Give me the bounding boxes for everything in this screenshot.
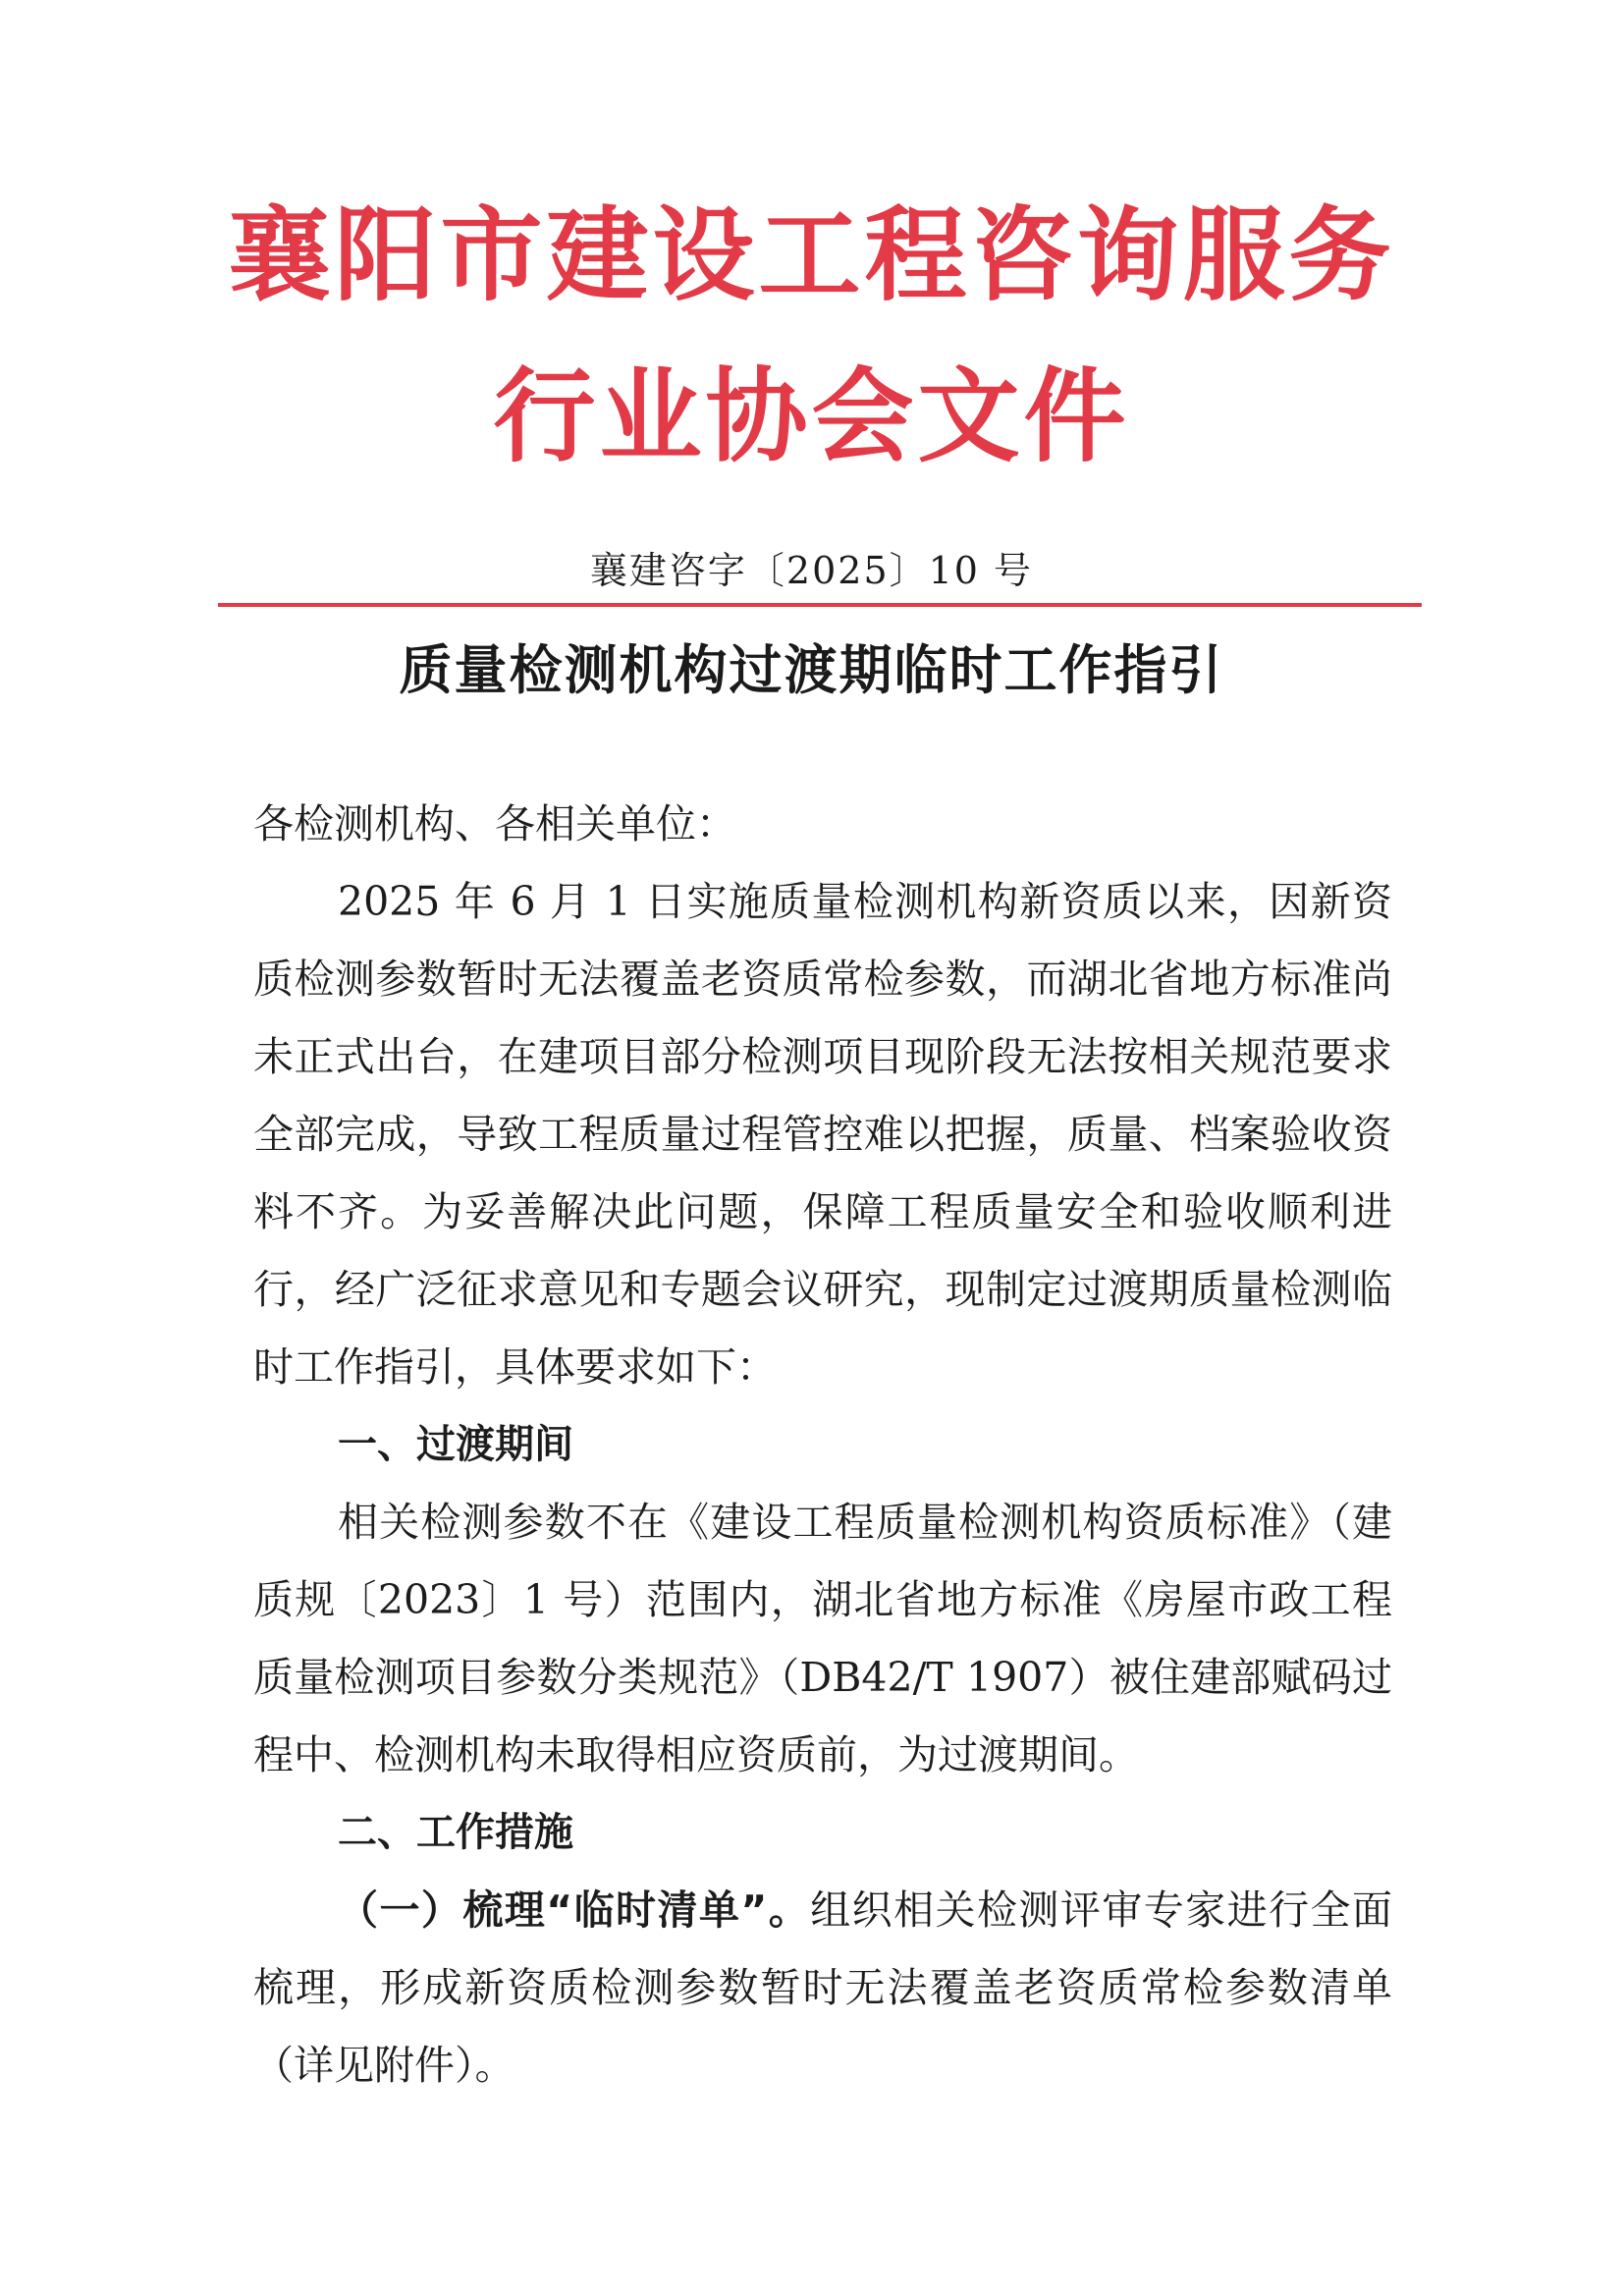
section-heading-work-measures: 二、工作措施 [338, 1810, 573, 1855]
document-number: 襄建咨字〔2025〕10 号 [589, 549, 1034, 592]
document-title: 质量检测机构过渡期临时工作指引 [399, 638, 1224, 701]
issuing-org-line-2: 行业协会文件 [493, 355, 1130, 476]
salutation: 各检测机构、各相关单位： [253, 800, 736, 847]
issuing-org-line-1: 襄阳市建设工程咨询服务 [228, 194, 1395, 315]
section-transition-period-text: 相关检测参数不在《建设工程质量检测机构资质标准》（建质规〔2023〕1 号）范围内，湖北省地方标准《房屋市政工程质量检测项目参数分类规范》（DB42/T 1907）被住建部赋码过程中、检测机构未取得相应资质前，为过渡期间。 [253, 1499, 1392, 1778]
section-heading-transition-period: 一、过渡期间 [338, 1422, 573, 1467]
intro-paragraph: 2025 年 6 月 1 日实施质量检测机构新资质以来，因新资质检测参数暂时无法覆盖老资质常检参数，而湖北省地方标准尚未正式出台，在建项目部分检测项目现阶段无法按相关规范要求全部完成，导致工程质量过程管控难以把握，质量、档案验收资料不齐。为妥善解决此问题，保障工程质量安全和验收顺利进行，经广泛征求意见和专题会议研究，现制定过渡期质量检测临时工作指引，具体要求如下： [253, 878, 1392, 1391]
document-body [253, 786, 1392, 2105]
measure-1-paragraph [253, 1872, 1392, 2105]
measure-1-text: 组织相关检测评审专家进行全面梳理，形成新资质检测参数暂时无法覆盖老资质常检参数清单（详见附件）。 [253, 1886, 1392, 2089]
red-divider-line [218, 603, 1422, 607]
measure-1-lead: （一）梳理“临时清单”。 [338, 1886, 811, 1934]
